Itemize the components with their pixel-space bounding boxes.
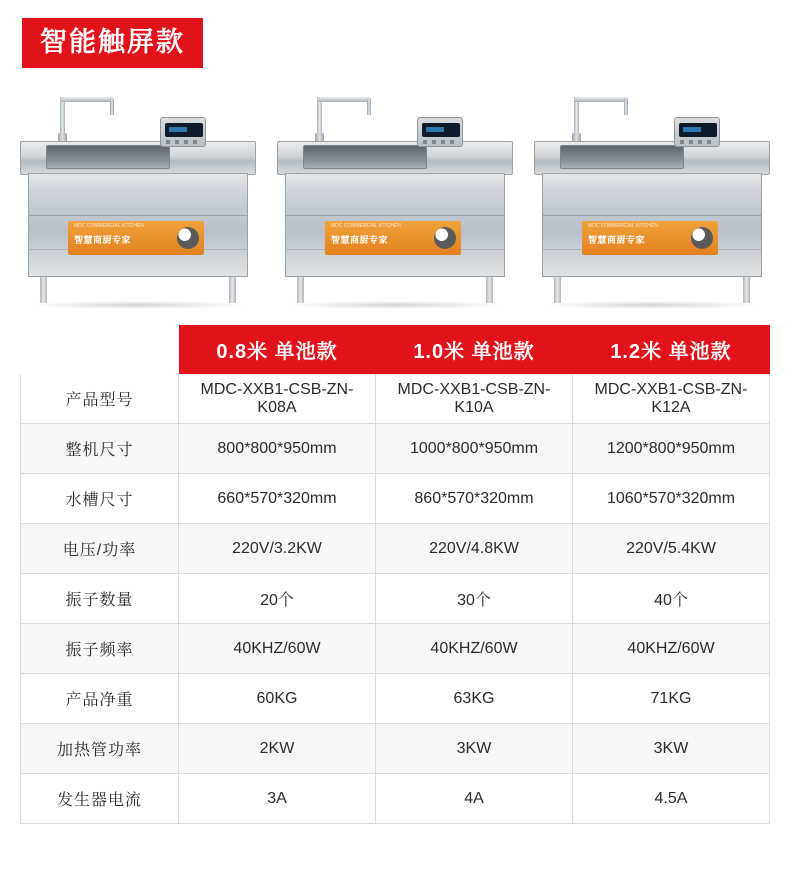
- control-panel: [674, 117, 720, 147]
- faucet-tip-icon: [110, 99, 114, 115]
- cabinet-seam: [542, 215, 762, 216]
- cell-voltage-power-2: 220V/5.4KW: [573, 524, 770, 574]
- panel-buttons-icon: [680, 140, 716, 144]
- cell-heater-power-1: 3KW: [376, 724, 573, 774]
- faucet-tip-icon: [367, 99, 371, 115]
- touch-screen-icon: [422, 123, 460, 137]
- cell-model-2: MDC-XXB1-CSB-ZN-K12A: [573, 374, 770, 424]
- product-image-2: [534, 89, 770, 317]
- row-label-voltage-power: 电压/功率: [21, 524, 179, 574]
- leg-left: [40, 277, 47, 303]
- spec-table-header-0: 0.8米 单池款: [179, 326, 376, 374]
- row-label-model: 产品型号: [21, 374, 179, 424]
- faucet-tip-icon: [624, 99, 628, 115]
- cell-sink-size-2: 1060*570*320mm: [573, 474, 770, 524]
- table-row: [21, 624, 770, 674]
- table-row: [21, 574, 770, 624]
- row-label-net-weight: 产品净重: [21, 674, 179, 724]
- cell-net-weight-0: 60KG: [179, 674, 376, 724]
- banner-title: 智能触屏款: [22, 18, 203, 68]
- sticker-subtitle: MDC COMMERCIAL KITCHEN: [331, 223, 401, 229]
- cabinet-seam: [28, 215, 248, 216]
- panel-buttons-icon: [423, 140, 459, 144]
- brand-sticker: [325, 221, 461, 255]
- floor-shadow: [287, 301, 503, 309]
- cell-transducer-frequency-0: 40KHZ/60W: [179, 624, 376, 674]
- leg-right: [743, 277, 750, 303]
- cell-transducer-count-1: 30个: [376, 574, 573, 624]
- chef-badge-icon: [434, 227, 456, 249]
- sticker-title: 智慧商厨专家: [331, 235, 389, 245]
- table-row: [21, 724, 770, 774]
- cell-transducer-frequency-2: 40KHZ/60W: [573, 624, 770, 674]
- cell-net-weight-1: 63KG: [376, 674, 573, 724]
- row-label-transducer-count: 振子数量: [21, 574, 179, 624]
- cell-sink-size-0: 660*570*320mm: [179, 474, 376, 524]
- sticker-title: 智慧商厨专家: [588, 235, 646, 245]
- spec-table-header-1: 1.0米 单池款: [376, 326, 573, 374]
- leg-right: [229, 277, 236, 303]
- faucet-neck-icon: [317, 97, 322, 137]
- cell-generator-current-0: 3A: [179, 774, 376, 824]
- cell-machine-size-1: 1000*800*950mm: [376, 424, 573, 474]
- cell-heater-power-0: 2KW: [179, 724, 376, 774]
- brand-sticker: [68, 221, 204, 255]
- row-label-machine-size: 整机尺寸: [21, 424, 179, 474]
- row-label-generator-current: 发生器电流: [21, 774, 179, 824]
- cell-transducer-count-2: 40个: [573, 574, 770, 624]
- cell-model-0: MDC-XXB1-CSB-ZN-K08A: [179, 374, 376, 424]
- spec-table-container: [20, 325, 770, 824]
- spec-table: [20, 325, 770, 824]
- spec-table-header-row: [21, 326, 770, 374]
- table-row: [21, 374, 770, 424]
- cell-transducer-frequency-1: 40KHZ/60W: [376, 624, 573, 674]
- product-image-0: [20, 89, 256, 317]
- panel-buttons-icon: [166, 140, 202, 144]
- cell-generator-current-2: 4.5A: [573, 774, 770, 824]
- cell-voltage-power-0: 220V/3.2KW: [179, 524, 376, 574]
- spec-table-head: [21, 326, 770, 374]
- floor-shadow: [30, 301, 246, 309]
- control-panel: [160, 117, 206, 147]
- spec-table-corner-cell: [21, 326, 179, 374]
- cell-model-1: MDC-XXB1-CSB-ZN-K10A: [376, 374, 573, 424]
- sink-basin: [560, 145, 684, 169]
- product-image-1: [277, 89, 513, 317]
- cell-machine-size-2: 1200*800*950mm: [573, 424, 770, 474]
- sink-basin: [46, 145, 170, 169]
- cell-transducer-count-0: 20个: [179, 574, 376, 624]
- sticker-subtitle: MDC COMMERCIAL KITCHEN: [74, 223, 144, 229]
- leg-right: [486, 277, 493, 303]
- cell-generator-current-1: 4A: [376, 774, 573, 824]
- leg-left: [297, 277, 304, 303]
- spec-table-body: [21, 374, 770, 824]
- banner-container: [0, 0, 790, 68]
- table-row: [21, 524, 770, 574]
- sticker-title: 智慧商厨专家: [74, 235, 132, 245]
- cell-heater-power-2: 3KW: [573, 724, 770, 774]
- chef-badge-icon: [691, 227, 713, 249]
- faucet-neck-icon: [574, 97, 579, 137]
- touch-screen-icon: [679, 123, 717, 137]
- faucet-arm-icon: [574, 97, 628, 102]
- row-label-sink-size: 水槽尺寸: [21, 474, 179, 524]
- brand-sticker: [582, 221, 718, 255]
- product-photo-strip: [20, 82, 770, 317]
- row-label-transducer-frequency: 振子频率: [21, 624, 179, 674]
- cell-sink-size-1: 860*570*320mm: [376, 474, 573, 524]
- row-label-heater-power: 加热管功率: [21, 724, 179, 774]
- sticker-subtitle: MDC COMMERCIAL KITCHEN: [588, 223, 658, 229]
- table-row: [21, 774, 770, 824]
- table-row: [21, 674, 770, 724]
- cell-net-weight-2: 71KG: [573, 674, 770, 724]
- sink-basin: [303, 145, 427, 169]
- faucet-arm-icon: [60, 97, 114, 102]
- control-panel: [417, 117, 463, 147]
- cabinet-seam: [285, 215, 505, 216]
- table-row: [21, 474, 770, 524]
- cell-voltage-power-1: 220V/4.8KW: [376, 524, 573, 574]
- leg-left: [554, 277, 561, 303]
- faucet-neck-icon: [60, 97, 65, 137]
- chef-badge-icon: [177, 227, 199, 249]
- cell-machine-size-0: 800*800*950mm: [179, 424, 376, 474]
- spec-table-header-2: 1.2米 单池款: [573, 326, 770, 374]
- table-row: [21, 424, 770, 474]
- floor-shadow: [544, 301, 760, 309]
- faucet-arm-icon: [317, 97, 371, 102]
- touch-screen-icon: [165, 123, 203, 137]
